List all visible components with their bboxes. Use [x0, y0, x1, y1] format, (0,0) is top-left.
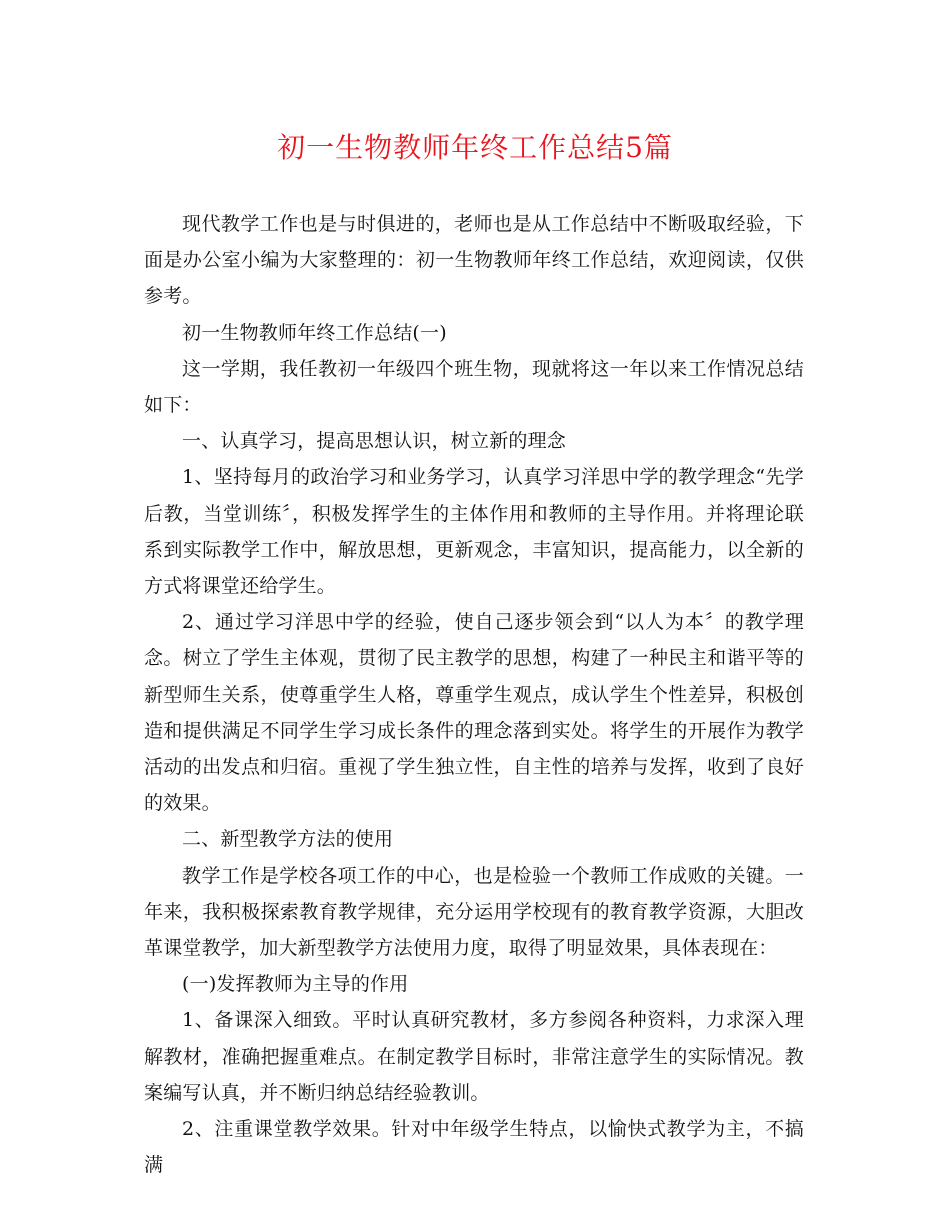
document-title: 初一生物教师年终工作总结5篇 — [277, 131, 673, 164]
document-body — [144, 206, 804, 1183]
paragraph: 2、通过学习洋思中学的经验，使自己逐步领会到“以人为本〞的教学理念。树立了学生主体观，贯彻了民主教学的思想，构建了一种民主和谐平等的新型师生关系，使尊重学生人格，尊重学生观点，成认学生个性差异，积极创造和提供满足不同学生学习成长条件的理念落到实处。将学生的开展作为教学活动的出发点和归宿。重视了学生独立性，自主性的培养与发挥，收到了良好的效果。 — [144, 611, 804, 815]
paragraph: 2、注重课堂教学效果。针对中年级学生特点，以愉快式教学为主，不搞满 — [144, 1118, 804, 1177]
section-heading: 一、认真学习，提高思想认识，树立新的理念 — [182, 430, 567, 453]
section-heading-summary-one: 初一生物教师年终工作总结(一) — [182, 321, 447, 344]
intro-paragraph: 现代教学工作也是与时俱进的，老师也是从工作总结中不断吸取经验，下面是办公室小编为大家整理的：初一生物教师年终工作总结，欢迎阅读，仅供参考。 — [144, 213, 804, 308]
paragraph: 1、备课深入细致。平时认真研究教材，多方参阅各种资料，力求深入理解教材，准确把握重难点。在制定教学目标时，非常注意学生的实际情况。教案编写认真，并不断归纳总结经验教训。 — [144, 1009, 804, 1104]
paragraph: 这一学期，我任教初一年级四个班生物，现就将这一年以来工作情况总结如下： — [144, 357, 804, 417]
paragraph: 1、坚持每月的政治学习和业务学习，认真学习洋思中学的教学理念“先学后教，当堂训练〞，积极发挥学生的主体作用和教师的主导作用。并将理论联系到实际教学工作中，解放思想，更新观念，丰富知识，提高能力，以全新的方式将课堂还给学生。 — [144, 466, 804, 598]
paragraph: 教学工作是学校各项工作的中心，也是检验一个教师工作成败的关键。一年来，我积极探索教育教学规律，充分运用学校现有的教育教学资源，大胆改革课堂教学，加大新型教学方法使用力度，取得了明显效果，具体表现在： — [144, 864, 804, 960]
subsection-heading: (一)发挥教师为主导的作用 — [182, 973, 409, 996]
section-heading: 二、新型教学方法的使用 — [182, 828, 394, 851]
